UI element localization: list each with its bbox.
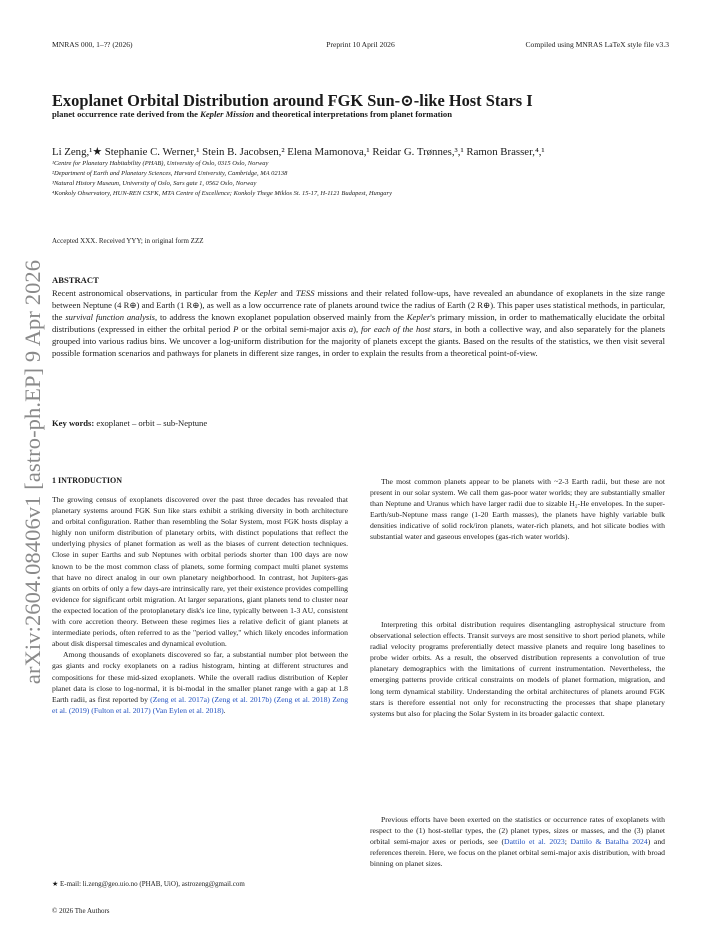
intro-right-paragraph-2: Interpreting this orbital distribution requires disentangling astrophysical structure from observational selection effects. Transit surveys are most sensitive to short period planets, while radial velocity programs preferentially detect massive planets and require long baselines to probe wider orbits. As a result, the observed distribution represents a convolution of true planetary demographics with the limitations of current instrumentation. Nevertheless, the emerging patterns provide critical constraints on models of planet formation, migration, and long term dynamical stability. Understanding the orbital architectures of planets around FGK stars is therefore essential not only for reconstructing the processes that shape planetary systems but also for placing the Solar System in its broader galactic context. (370, 620, 665, 718)
abstract-body: Recent astronomical observations, in particular from the Kepler and TESS missions and their related follow-ups, have revealed an abundance of exoplanets in the size range between Neptune (4 R⊕) and Earth (1 R⊕), as well as a low occurrence rate of planets around twice the radius of Earth (2 R⊕). This paper uses statistical methods, in particular, the survival function analysis, to address the known exoplanet population observed mainly from the Kepler's primary mission, in order to mathematically elucidate the orbital distributions (expressed in either the orbital period P or the orbital semi-major axis a), for each of the host stars, in both a collective way, and also separately for the planets grouped into various radius bins. We uncover a log-uniform distribution for the majority of planets except the giants. Based on the results of the statistics, we then visit several possible formation scenarios and pathways for planets in different size ranges, in order to explain the results from a theoretical point-of-view. (52, 288, 665, 359)
paper-subtitle: planet occurrence rate derived from the Kepler Mission and theoretical interpretations from planet formation (52, 109, 452, 119)
affiliation-2: ²Department of Earth and Planetary Sciences, Harvard University, Cambridge, MA 02138 (52, 170, 288, 177)
intro-right-paragraph-3: Previous efforts have been exerted on the statistics or occurrence rates of exoplanets with respect to the (1) host-stellar types, the (2) planet types, sizes or masses, and the (3) planet orbital semi-major axes or periods, see (Dattilo et al. 2023; Dattilo & Batalha 2024) and references therein. Here, we focus on the planet orbital semi-major axis distribution, with broad binning on planet sizes. (370, 815, 666, 869)
intro-right-paragraph-1: The most common planets appear to be planets with ~2-3 Earth radii, but these are not present in our solar system. We call them gas-poor water worlds; they are substantially smaller than Neptune and Uranus which have larger radii due to sizable H₂-He envelopes. In the super-Earth/sub-Neptune mass range (1-20 Earth masses), the planets have highly variable bulk densities indicative of solid rock/iron planets, water-rich planets, and hot silicate bodies with substantial water and gaseous envelopes (gas-rich water worlds). (370, 477, 665, 542)
affiliation-1: ¹Centre for Planetary Habitability (PHAB), University of Oslo, 0315 Oslo, Norway (52, 160, 269, 167)
paper-title: Exoplanet Orbital Distribution around FGK Sun-⊙-like Host Stars I (52, 91, 533, 110)
intro-left-column (52, 494, 348, 716)
affiliation-3: ³Natural History Museum, University of Oslo, Sars gate 1, 0562 Oslo, Norway (52, 180, 257, 187)
ref-zeng-2017b[interactable]: (Zeng et al. 2017b) (211, 694, 272, 704)
ref-dattilo-2023[interactable]: Dattilo et al. 2023 (504, 837, 565, 847)
arxiv-sidebar-identifier (15, 232, 51, 712)
intro-paragraph-2: Among thousands of exoplanets discovered so far, a substantial number plot between the gas giants and rocky exoplanets on a radius histogram, hinting at different structures and compositions for these mid-sized exoplanets. While the overall radius distribution of Kepler planet data is close to log-normal, it is bi-modal in the smaller planet range with a gap at 1.8 Earth radii, as first reported by (Zeng et al. 2017a) (Zeng et al. 2017b) (Zeng et al. 2018) Zeng et al. (2019) (Fulton et al. 2017) (Van Eylen et al. 2018). (52, 650, 349, 715)
accepted-line: Accepted XXX. Received YYY; in original form ZZZ (52, 237, 204, 245)
ref-dattilo-batalha-2024[interactable]: Dattilo & Batalha 2024 (570, 837, 648, 847)
preprint-date: Preprint 10 April 2026 (326, 40, 395, 49)
ref-fulton-2017[interactable]: (Fulton et al. 2017) (91, 705, 151, 715)
affiliation-4: ⁴Konkoly Observatory, HUN-REN CSFK, MTA Centre of Excellence; Konkoly Thege Miklos St. 15-17, H-1121 Budapest, Hungary (52, 190, 392, 197)
keywords: Key words: exoplanet – orbit – sub-Neptune (52, 418, 208, 428)
style-file-note: Compiled using MNRAS LaTeX style file v3.3 (525, 40, 669, 49)
copyright-line: © 2026 The Authors (52, 907, 110, 915)
section-heading-introduction: 1 INTRODUCTION (52, 476, 123, 485)
ref-van-eylen-2018[interactable]: (Van Eylen et al. 2018) (152, 705, 224, 715)
arxiv-id-text: arXiv:2604.08406v1 [astro-ph.EP] 9 Apr 2026 (20, 259, 46, 685)
journal-header: MNRAS 000, 1–?? (2026) (52, 40, 133, 49)
ref-zeng-2019[interactable]: Zeng et al. (2019) (52, 694, 349, 715)
intro-paragraph-1: The growing census of exoplanets discovered over the past three decades has revealed that planetary systems around FGK Sun like stars exhibit a striking diversity in both architecture and orbital configuration. Rather than resembling the Solar System, most FGK hosts display a highly non uniform distribution of planetary orbits, with distinct populations that reflect the underlying physics of planet formation as well as the biases of current detection techniques. Close in super Earths and sub Neptunes with orbital periods shorter than 100 days are now known to be the most common class of planets, some forming compact multi planet systems that have no direct analog in our own planetary neighborhood. In contrast, hot Jupiters-gas giants on orbits of only a few days-are intrinsically rare, yet their existence provides compelling evidence for significant orbit migration. At larger separations, giant planets tend to cluster near the expected location of the protoplanetary disk's ice line, typically between 1-3 AU, consistent with core accretion theory. Between these regimes lies a relative deficit of giant planets at intermediate periods, often referred to as the "period valley," which likely encodes information about disk dispersal timescales and dynamical evolution. (52, 495, 348, 649)
author-list: Li Zeng,¹★ Stephanie C. Werner,¹ Stein B. Jacobsen,² Elena Mamonova,¹ Reidar G. Trønnes,³,¹ Ramon Brasser,⁴,¹ (52, 146, 545, 158)
ref-zeng-2017a[interactable]: (Zeng et al. 2017a) (150, 694, 210, 704)
email-footnote: ★ E-mail: li.zeng@geo.uio.no (PHAB, UiO), astrozeng@gmail.com (52, 880, 245, 888)
abstract-heading: ABSTRACT (52, 275, 99, 285)
ref-zeng-2018[interactable]: (Zeng et al. 2018) (273, 694, 331, 704)
